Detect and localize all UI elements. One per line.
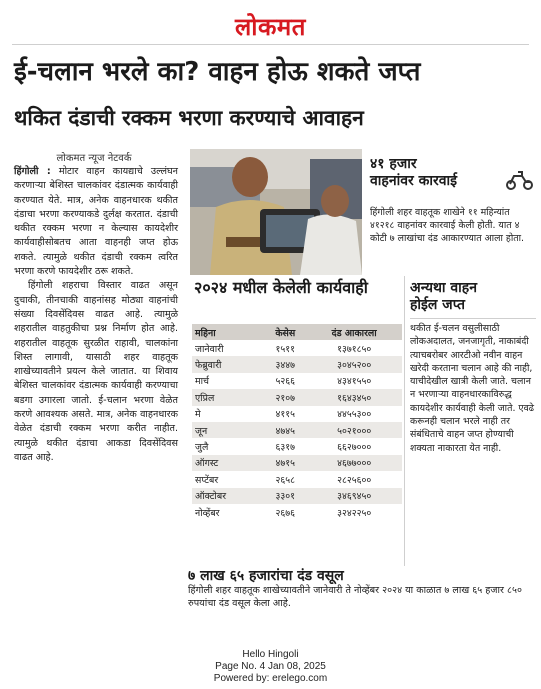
header-fine: दंड आकारला: [306, 324, 402, 340]
table-title: २०२४ मधील केलेली कार्यवाही: [194, 278, 368, 297]
seizure-box: [410, 276, 536, 455]
recovery-title: ७ लाख ६५ हजारांचा दंड वसूल: [188, 568, 344, 584]
monthly-action-table: [192, 324, 402, 520]
masthead: [0, 4, 541, 44]
table-row: जून ४७४५ ५०२१०००: [192, 422, 402, 438]
traffic-police-photo: [190, 149, 362, 275]
scooter-icon: [504, 168, 534, 190]
header-cases: केसेस: [264, 324, 306, 340]
side-box-text: हिंगोली शहर वाहतूक शाखेने ११ महिन्यांत ४१२१८ वाहनांवर कारवाई केली होती. यात ४ कोटी ७ लाखांचा दंड आकारण्यात आला होता.: [370, 207, 525, 245]
header-month: महिना: [192, 324, 264, 340]
table-row: नोव्हेंबर २६७६ ३२४२२५०: [195, 507, 372, 519]
table-row: जुलै ६३१७ ६६२७०००: [195, 442, 372, 454]
subheadline: थकित दंडाची रक्कम भरणा करण्याचे आवाहन: [14, 106, 364, 130]
main-article-body: [14, 165, 178, 465]
table-row: एप्रिल २१०७ १६४३४५०: [192, 389, 402, 405]
place-name: हिंगोली :: [14, 166, 51, 177]
table-row: मे ४११५ ४४५५३००: [195, 409, 372, 421]
seizure-box-text: थकीत ई-चलन वसुलीसाठी लोकअदालत, जनजागृती, नाकाबंदी त्याचबरोबर आरटीओ नवीन वाहन खरेदी करताना चलान आहे की नाही, याचीदेखील खात्री केली जाते. चलान न भरणाऱ्या वाहनधारकाविरुद्ध कायदेशीर कार्यवाही केली जाते. एवढे करूनही चलान भरले नाही तर संबंधिताचे वाहन जप्त होण्याची शक्यता नाकारता येत नाही.: [410, 323, 535, 454]
article-paragraph-2: हिंगोली शहराचा विस्तार वाढत असून दुचाकी, तीनचाकी वाहनांसह मोठ्या वाहनांची संख्या दिवसेंदिवस वाढत आहे. त्यामुळे शहरातील वाहतुकीचा प्रश्न निर्माण होत आहे. शहरातील वाहतूक सुरळीत राहावी, चालकांना शिस्त लागावी, यासाठी शहर वाहतूक शाखेच्यावतीने प्रयत्न केले जातात. या शिवाय बेशिस्त चालकांवर दंडात्मक कार्यवाही करण्याचा बडगा उगारला जातो. ई-चलान भरणा वेळेत करणे आवश्यक असते. मात्र, अनेक वाहनधारक वेळेत दंडाची रक्कम भरणा करीत नाहीत. त्यामुळे थकीत दंडाचा आकडा दिवसेंदिवस वाढत आहे.: [14, 280, 178, 463]
table-row: ऑगस्ट ४७१५ ४६७७०००: [192, 455, 402, 471]
photo-illustration: [190, 149, 362, 275]
table-row: ऑक्टोबर ३३०१ ३४६९४५०: [192, 488, 402, 504]
table-row: फेब्रुवारी ३४४७ ३०४५२००: [192, 356, 402, 372]
footer-page-date: Page No. 4 Jan 08, 2025: [215, 661, 326, 672]
seizure-box-title: अन्यथा वाहन होईल जप्त: [410, 280, 478, 313]
seizure-box-divider: [410, 318, 536, 319]
lokmat-logo: लोकमत: [235, 12, 306, 41]
table-row: सप्टेंबर २६५८ २८२५६००: [195, 474, 372, 486]
article-paragraph-1: हिंगोली : मोटार वाहन कायद्याचे उल्लंघन करणाऱ्या बेशिस्त चालकांवर दंडात्मक कार्यवाही करण्यात येते. मात्र, अनेक वाहनधारक थकीत दंडाचा भरणा करण्याकडे दुर्लक्ष करतात. दंडाची थकीत रक्कम भरणा न केल्यास कायदेशीर कार्यवाहीसोबतच आता वाहनही जप्त होऊ शकते. त्यामुळे थकीत दंडाची रक्कम त्वरित भरणा करणे फायदेशीर ठरू शकते.: [14, 166, 178, 278]
masthead-divider: [12, 44, 529, 45]
table-row: जानेवारी १५११ १३७१८५०: [195, 343, 372, 355]
table-header-row: [192, 324, 402, 340]
table-row: मार्च ५२६६ ४३४१५५०: [195, 376, 372, 388]
recovery-text: हिंगोली शहर वाहतूक शाखेच्यावतीने जानेवारी ते नोव्हेंबर २०२४ या काळात ७ लाख ६५ हजार ८५० रुपयांचा दंड वसूल केला आहे.: [188, 585, 522, 609]
headline: ई-चलान भरले का? वाहन होऊ शकते जप्त: [14, 57, 421, 87]
side-box-title: ४१ हजार वाहनांवर कारवाई: [370, 156, 458, 189]
dateline: लोकमत न्यूज नेटवर्क: [56, 153, 132, 164]
footer-publication: Hello Hingoli: [242, 649, 299, 660]
page-footer: [0, 649, 541, 685]
footer-powered-by: Powered by: erelego.com: [213, 673, 328, 684]
action-table-box: [188, 276, 405, 566]
